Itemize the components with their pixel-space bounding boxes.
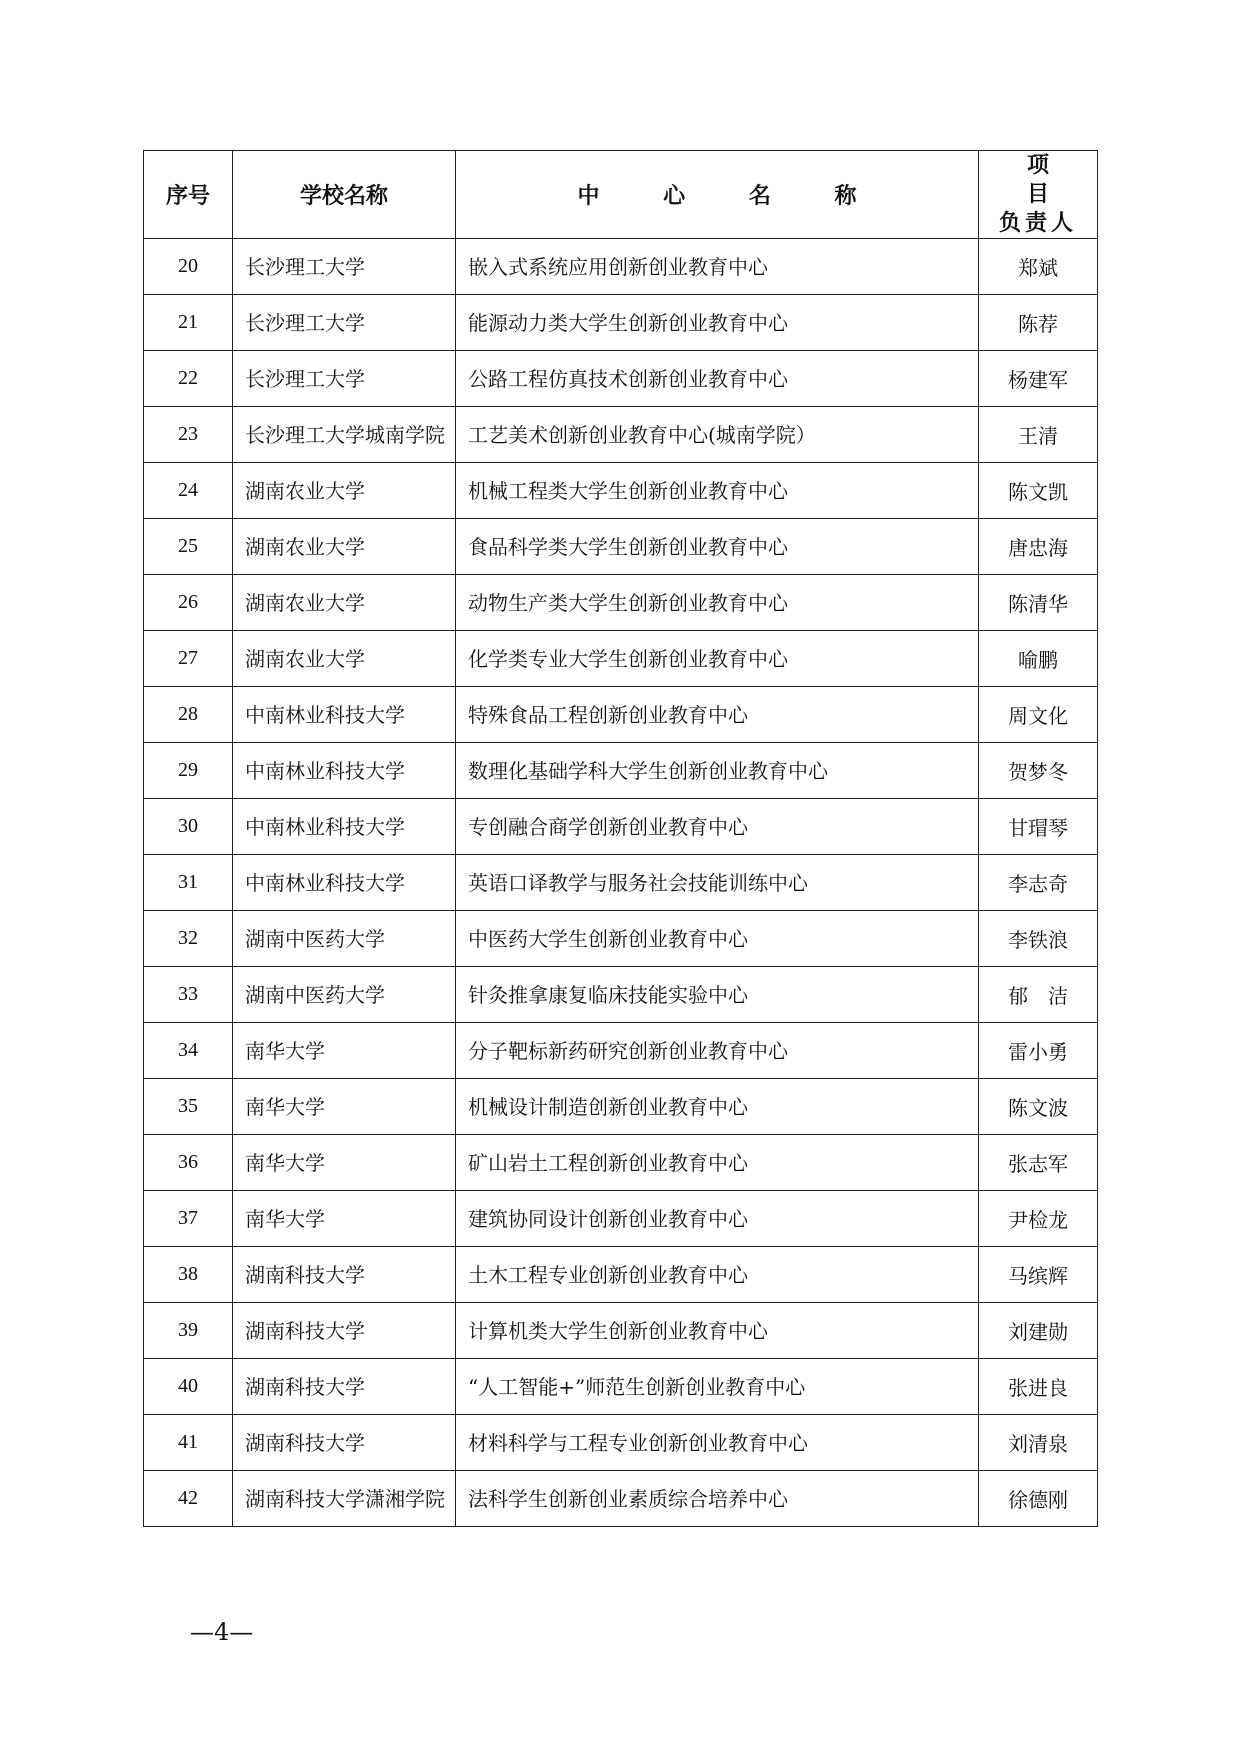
- row-center-cell: 特殊食品工程创新创业教育中心: [456, 687, 979, 743]
- row-school-cell: 中南林业科技大学: [233, 687, 456, 743]
- centers-table: [143, 150, 1098, 1527]
- row-index-cell: 40: [144, 1359, 233, 1415]
- row-index-cell: 22: [144, 351, 233, 407]
- row-lead-cell: 徐德刚: [979, 1471, 1098, 1527]
- row-center-cell: “人工智能+”师范生创新创业教育中心: [456, 1359, 979, 1415]
- row-lead-cell: 喻鹏: [979, 631, 1098, 687]
- row-school-cell: 长沙理工大学: [233, 295, 456, 351]
- row-school-cell: 湖南科技大学: [233, 1247, 456, 1303]
- table-row: [144, 1135, 1098, 1191]
- row-school-cell: 长沙理工大学: [233, 239, 456, 295]
- table-row: [144, 519, 1098, 575]
- row-index-cell: 37: [144, 1191, 233, 1247]
- row-center-cell: 矿山岩土工程创新创业教育中心: [456, 1135, 979, 1191]
- row-school-cell: 南华大学: [233, 1079, 456, 1135]
- table-row: [144, 631, 1098, 687]
- table-row: [144, 1247, 1098, 1303]
- header-row: [144, 151, 1098, 239]
- row-lead-cell: 陈文凯: [979, 463, 1098, 519]
- row-center-cell: 嵌入式系统应用创新创业教育中心: [456, 239, 979, 295]
- row-school-cell: 湖南农业大学: [233, 631, 456, 687]
- row-index-cell: 35: [144, 1079, 233, 1135]
- row-lead-cell: 陈文波: [979, 1079, 1098, 1135]
- row-lead-cell: 陈荐: [979, 295, 1098, 351]
- row-lead-cell: 刘建勋: [979, 1303, 1098, 1359]
- table-row: [144, 1191, 1098, 1247]
- row-school-cell: 中南林业科技大学: [233, 855, 456, 911]
- table-row: [144, 407, 1098, 463]
- row-lead-cell: 陈清华: [979, 575, 1098, 631]
- row-school-cell: 南华大学: [233, 1135, 456, 1191]
- row-center-cell: 土木工程专业创新创业教育中心: [456, 1247, 979, 1303]
- row-index-cell: 29: [144, 743, 233, 799]
- row-index-cell: 42: [144, 1471, 233, 1527]
- row-index-cell: 33: [144, 967, 233, 1023]
- row-school-cell: 长沙理工大学: [233, 351, 456, 407]
- row-center-cell: 材料科学与工程专业创新创业教育中心: [456, 1415, 979, 1471]
- table-row: [144, 855, 1098, 911]
- row-school-cell: 湖南农业大学: [233, 519, 456, 575]
- row-school-cell: 南华大学: [233, 1023, 456, 1079]
- row-school-cell: 湖南科技大学: [233, 1303, 456, 1359]
- table-row: [144, 1359, 1098, 1415]
- row-index-cell: 32: [144, 911, 233, 967]
- row-school-cell: 湖南科技大学潇湘学院: [233, 1471, 456, 1527]
- row-lead-cell: 甘瑁琴: [979, 799, 1098, 855]
- table-row: [144, 351, 1098, 407]
- table-row: [144, 295, 1098, 351]
- row-index-cell: 26: [144, 575, 233, 631]
- header-lead-line1: 项 目: [1026, 153, 1071, 207]
- row-center-cell: 计算机类大学生创新创业教育中心: [456, 1303, 979, 1359]
- row-index-cell: 21: [144, 295, 233, 351]
- table-row: [144, 1079, 1098, 1135]
- header-index: 序号: [144, 151, 233, 239]
- row-school-cell: 中南林业科技大学: [233, 799, 456, 855]
- row-index-cell: 41: [144, 1415, 233, 1471]
- page-number: —4—: [190, 1618, 254, 1646]
- row-center-cell: 工艺美术创新创业教育中心(城南学院）: [456, 407, 979, 463]
- table-row: [144, 743, 1098, 799]
- row-school-cell: 湖南农业大学: [233, 463, 456, 519]
- row-center-cell: 能源动力类大学生创新创业教育中心: [456, 295, 979, 351]
- row-index-cell: 27: [144, 631, 233, 687]
- table-row: [144, 1023, 1098, 1079]
- row-school-cell: 南华大学: [233, 1191, 456, 1247]
- row-index-cell: 34: [144, 1023, 233, 1079]
- row-school-cell: 中南林业科技大学: [233, 743, 456, 799]
- row-center-cell: 法科学生创新创业素质综合培养中心: [456, 1471, 979, 1527]
- row-index-cell: 38: [144, 1247, 233, 1303]
- table-row: [144, 799, 1098, 855]
- row-lead-cell: 雷小勇: [979, 1023, 1098, 1079]
- row-lead-cell: 刘清泉: [979, 1415, 1098, 1471]
- header-lead-line2: 负责人: [998, 211, 1077, 236]
- row-school-cell: 湖南中医药大学: [233, 967, 456, 1023]
- row-index-cell: 24: [144, 463, 233, 519]
- row-index-cell: 25: [144, 519, 233, 575]
- row-school-cell: 湖南中医药大学: [233, 911, 456, 967]
- row-index-cell: 39: [144, 1303, 233, 1359]
- table-header: [144, 151, 1098, 239]
- row-center-cell: 化学类专业大学生创新创业教育中心: [456, 631, 979, 687]
- table-row: [144, 239, 1098, 295]
- row-center-cell: 中医药大学生创新创业教育中心: [456, 911, 979, 967]
- row-center-cell: 分子靶标新药研究创新创业教育中心: [456, 1023, 979, 1079]
- row-lead-cell: 唐忠海: [979, 519, 1098, 575]
- row-lead-cell: 张志军: [979, 1135, 1098, 1191]
- row-center-cell: 机械设计制造创新创业教育中心: [456, 1079, 979, 1135]
- row-center-cell: 建筑协同设计创新创业教育中心: [456, 1191, 979, 1247]
- row-index-cell: 23: [144, 407, 233, 463]
- table-row: [144, 575, 1098, 631]
- row-lead-cell: 马缤辉: [979, 1247, 1098, 1303]
- row-lead-cell: 王清: [979, 407, 1098, 463]
- table-row: [144, 967, 1098, 1023]
- row-index-cell: 28: [144, 687, 233, 743]
- row-lead-cell: 郁 洁: [979, 967, 1098, 1023]
- row-school-cell: 湖南科技大学: [233, 1415, 456, 1471]
- row-index-cell: 30: [144, 799, 233, 855]
- row-school-cell: 湖南农业大学: [233, 575, 456, 631]
- row-lead-cell: 李志奇: [979, 855, 1098, 911]
- row-center-cell: 食品科学类大学生创新创业教育中心: [456, 519, 979, 575]
- table-row: [144, 911, 1098, 967]
- row-index-cell: 36: [144, 1135, 233, 1191]
- row-center-cell: 机械工程类大学生创新创业教育中心: [456, 463, 979, 519]
- row-center-cell: 英语口译教学与服务社会技能训练中心: [456, 855, 979, 911]
- table-row: [144, 1471, 1098, 1527]
- table-row: [144, 687, 1098, 743]
- table-body: [144, 239, 1098, 1527]
- row-center-cell: 数理化基础学科大学生创新创业教育中心: [456, 743, 979, 799]
- row-lead-cell: 杨建军: [979, 351, 1098, 407]
- row-school-cell: 长沙理工大学城南学院: [233, 407, 456, 463]
- row-lead-cell: 李铁浪: [979, 911, 1098, 967]
- row-index-cell: 20: [144, 239, 233, 295]
- row-lead-cell: 郑斌: [979, 239, 1098, 295]
- table-row: [144, 463, 1098, 519]
- row-index-cell: 31: [144, 855, 233, 911]
- row-lead-cell: 周文化: [979, 687, 1098, 743]
- header-center: 中 心 名 称: [456, 151, 979, 239]
- row-center-cell: 针灸推拿康复临床技能实验中心: [456, 967, 979, 1023]
- row-lead-cell: 尹检龙: [979, 1191, 1098, 1247]
- row-center-cell: 公路工程仿真技术创新创业教育中心: [456, 351, 979, 407]
- table-row: [144, 1303, 1098, 1359]
- row-lead-cell: 张进良: [979, 1359, 1098, 1415]
- header-school: 学校名称: [233, 151, 456, 239]
- table-row: [144, 1415, 1098, 1471]
- row-center-cell: 专创融合商学创新创业教育中心: [456, 799, 979, 855]
- row-school-cell: 湖南科技大学: [233, 1359, 456, 1415]
- row-lead-cell: 贺梦冬: [979, 743, 1098, 799]
- row-center-cell: 动物生产类大学生创新创业教育中心: [456, 575, 979, 631]
- header-lead: [979, 151, 1098, 239]
